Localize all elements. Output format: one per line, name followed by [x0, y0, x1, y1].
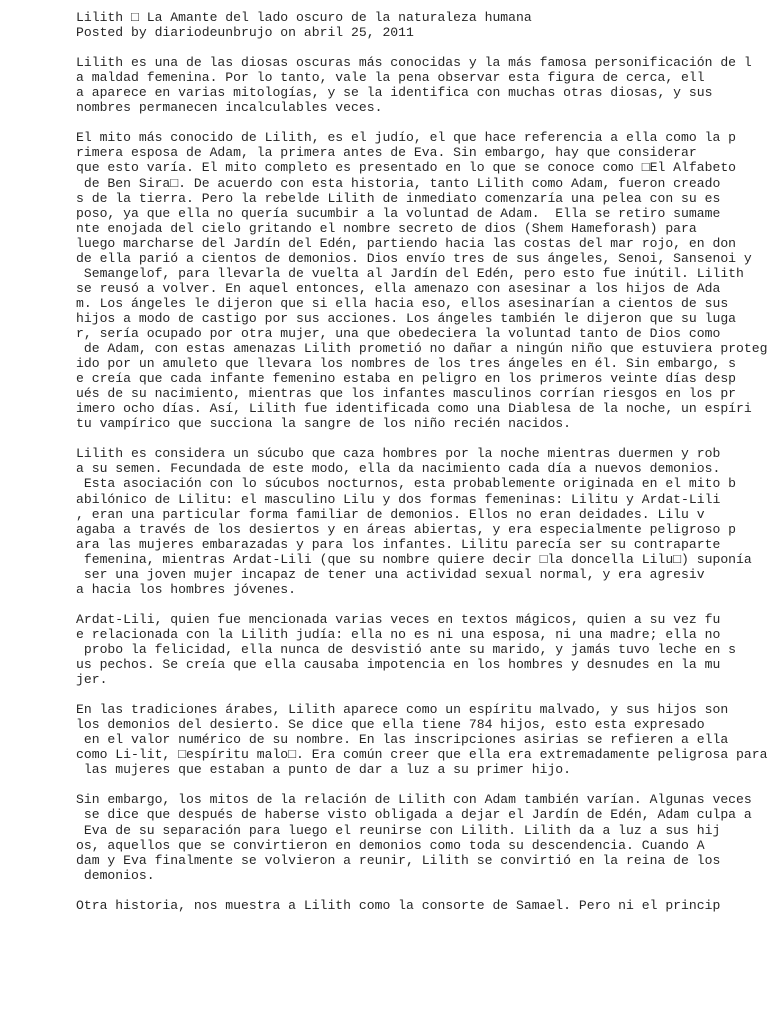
post-title: Lilith □ La Amante del lado oscuro de la naturaleza humana	[76, 10, 532, 25]
post-byline: Posted by diariodeunbrujo on abril 25, 2011	[76, 25, 414, 41]
paragraph-line: luego marcharse del Jardín del Edén, partiendo hacia las costas del mar rojo, en don	[76, 235, 737, 251]
post-body	[76, 55, 768, 913]
paragraph-line: que esto varía. El mito completo es presentado en lo que se conoce como □El Alfabeto	[76, 160, 737, 176]
paragraph-line: nte enojada del cielo gritando el nombre secreto de dios (Shem Hameforash) para	[76, 220, 697, 236]
paragraph-line: demonios.	[76, 867, 155, 883]
paragraph-line: Lilith es considera un súcubo que caza hombres por la noche mientras duermen y rob	[76, 446, 721, 462]
paragraph	[76, 898, 760, 913]
paragraph	[76, 55, 760, 115]
paragraph-line: , eran una particular forma familiar de demonios. Ellos no eran deidades. Lilu v	[76, 506, 705, 522]
paragraph-line: rimera esposa de Adam, la primera antes de Eva. Sin embargo, hay que considerar	[76, 145, 697, 161]
paragraph-line: a su semen. Fecundada de este modo, ella da nacimiento cada día a nuevos demonios.	[76, 461, 721, 477]
paragraph-line: e creía que cada infante femenino estaba en peligro en los primeros veinte días desp	[76, 371, 737, 387]
paragraph	[76, 792, 760, 882]
paragraph-line: Esta asociación con lo súcubos nocturnos, esta probablemente originada en el mito b	[76, 476, 737, 492]
paragraph-line: en el valor numérico de su nombre. En las inscripciones asirias se refieren a ella	[76, 732, 729, 748]
paragraph-line: tu vampírico que succiona la sangre de los niño recién nacidos.	[76, 416, 572, 432]
paragraph-line: como Li-lit, □espíritu malo□. Era común creer que ella era extremadamente peligrosa para	[76, 747, 768, 763]
paragraph-line: jer.	[76, 672, 108, 688]
paragraph-line: poso, ya que ella no quería sucumbir a la voluntad de Adam. Ella se retiro sumame	[76, 205, 721, 221]
paragraph-line: s de la tierra. Pero la rebelde Lilith de inmediato comenzaría una pelea con su es	[76, 190, 721, 206]
paragraph-line: hijos a modo de castigo por sus acciones. Los ángeles también le dijeron que su luga	[76, 310, 737, 326]
paragraph-line: de Ben Sira□. De acuerdo con esta historia, tanto Lilith como Adam, fueron creado	[76, 175, 721, 191]
paragraph	[76, 130, 768, 432]
paragraph-line: abilónico de Lilitu: el masculino Lilu y dos formas femeninas: Lilitu y Ardat-Lili	[76, 491, 721, 507]
paragraph-line: las mujeres que estaban a punto de dar a luz a su primer hijo.	[76, 762, 572, 778]
paragraph-line: os, aquellos que se convirtieron en demonios como toda su descendencia. Cuando A	[76, 837, 705, 853]
paragraph-line: a aparece en varias mitologías, y se la identifica con muchas otras diosas, y sus	[76, 85, 713, 101]
paragraph-line: Eva de su separación para luego el reunirse con Lilith. Lilith da a luz a sus hij	[76, 822, 721, 838]
paragraph-line: probo la felicidad, ella nunca de desvistió ante su marido, y jamás tuvo leche en s	[76, 641, 737, 657]
paragraph-gap	[76, 40, 760, 55]
paragraph-line: Otra historia, nos muestra a Lilith como la consorte de Samael. Pero ni el princip	[76, 897, 721, 913]
paragraph-line: El mito más conocido de Lilith, es el judío, el que hace referencia a ella como la p	[76, 130, 737, 146]
paragraph	[76, 446, 760, 596]
paragraph-line: e relacionada con la Lilith judía: ella no es ni una esposa, ni una madre; ella no	[76, 626, 721, 642]
paragraph-line: nombres permanecen incalculables veces.	[76, 100, 383, 116]
paragraph-gap	[76, 777, 760, 792]
paragraph-line: Sin embargo, los mitos de la relación de Lilith con Adam también varían. Algunas veces	[76, 792, 752, 808]
paragraph-line: de Adam, con estas amenazas Lilith prometió no dañar a ningún niño que estuviera proteg	[76, 341, 768, 357]
paragraph-line: Ardat-Lili, quien fue mencionada varias veces en textos mágicos, quien a su vez fu	[76, 611, 721, 627]
paragraph-line: imero ocho días. Así, Lilith fue identificada como una Diablesa de la noche, un espíri	[76, 401, 752, 417]
paragraph-line: agaba a través de los desiertos y en áreas abiertas, y era especialmente peligroso p	[76, 521, 737, 537]
paragraph-gap	[76, 687, 760, 702]
paragraph-gap	[76, 115, 760, 130]
paragraph-line: se dice que después de haberse visto obligada a dejar el Jardín de Edén, Adam culpa a	[76, 807, 752, 823]
document-page	[76, 10, 768, 913]
paragraph-gap	[76, 883, 760, 898]
paragraph-line: r, sería ocupado por otra mujer, una que obedeciera la voluntad tanto de Dios como	[76, 325, 721, 341]
paragraph-line: ara las mujeres embarazadas y para los infantes. Lilitu parecía ser su contraparte	[76, 536, 721, 552]
paragraph-line: a hacia los hombres jóvenes.	[76, 581, 297, 597]
paragraph-line: se reusó a volver. En aquel entonces, ella amenazo con asesinar a los hijos de Ada	[76, 280, 721, 296]
paragraph-line: Lilith es una de las diosas oscuras más conocidas y la más famosa personificación de l	[76, 55, 752, 71]
paragraph-line: us pechos. Se creía que ella causaba impotencia en los hombres y desnudes en la mu	[76, 657, 721, 673]
paragraph-line: En las tradiciones árabes, Lilith aparece como un espíritu malvado, y sus hijos son	[76, 702, 729, 718]
paragraph-line: m. Los ángeles le dijeron que si ella hacia eso, ellos asesinarían a cientos de sus	[76, 295, 729, 311]
paragraph-line: dam y Eva finalmente se volvieron a reunir, Lilith se convirtió en la reina de los	[76, 852, 721, 868]
paragraph-line: Semangelof, para llevarla de vuelta al Jardín del Edén, pero esto fue inútil. Lilith	[76, 265, 744, 281]
paragraph	[76, 702, 768, 778]
paragraph-line: a maldad femenina. Por lo tanto, vale la pena observar esta figura de cerca, ell	[76, 70, 705, 86]
paragraph-line: femenina, mientras Ardat-Lili (que su nombre quiere decir □la doncella Lilu□) suponía	[76, 551, 752, 567]
paragraph-gap	[76, 431, 760, 446]
paragraph-line: ser una joven mujer incapaz de tener una actividad sexual normal, y era agresiv	[76, 566, 705, 582]
paragraph-line: los demonios del desierto. Se dice que ella tiene 784 hijos, esto esta expresado	[76, 717, 705, 733]
paragraph-line: de ella parió a cientos de demonios. Dios envío tres de sus ángeles, Senoi, Sansenoi y	[76, 250, 752, 266]
paragraph	[76, 612, 760, 687]
paragraph-gap	[76, 597, 760, 612]
paragraph-line: ido por un amuleto que llevara los nombres de los tres ángeles en él. Sin embargo, s	[76, 356, 737, 372]
paragraph-line: ués de su nacimiento, mientras que los infantes masculinos corrían riesgos en los pr	[76, 386, 737, 402]
